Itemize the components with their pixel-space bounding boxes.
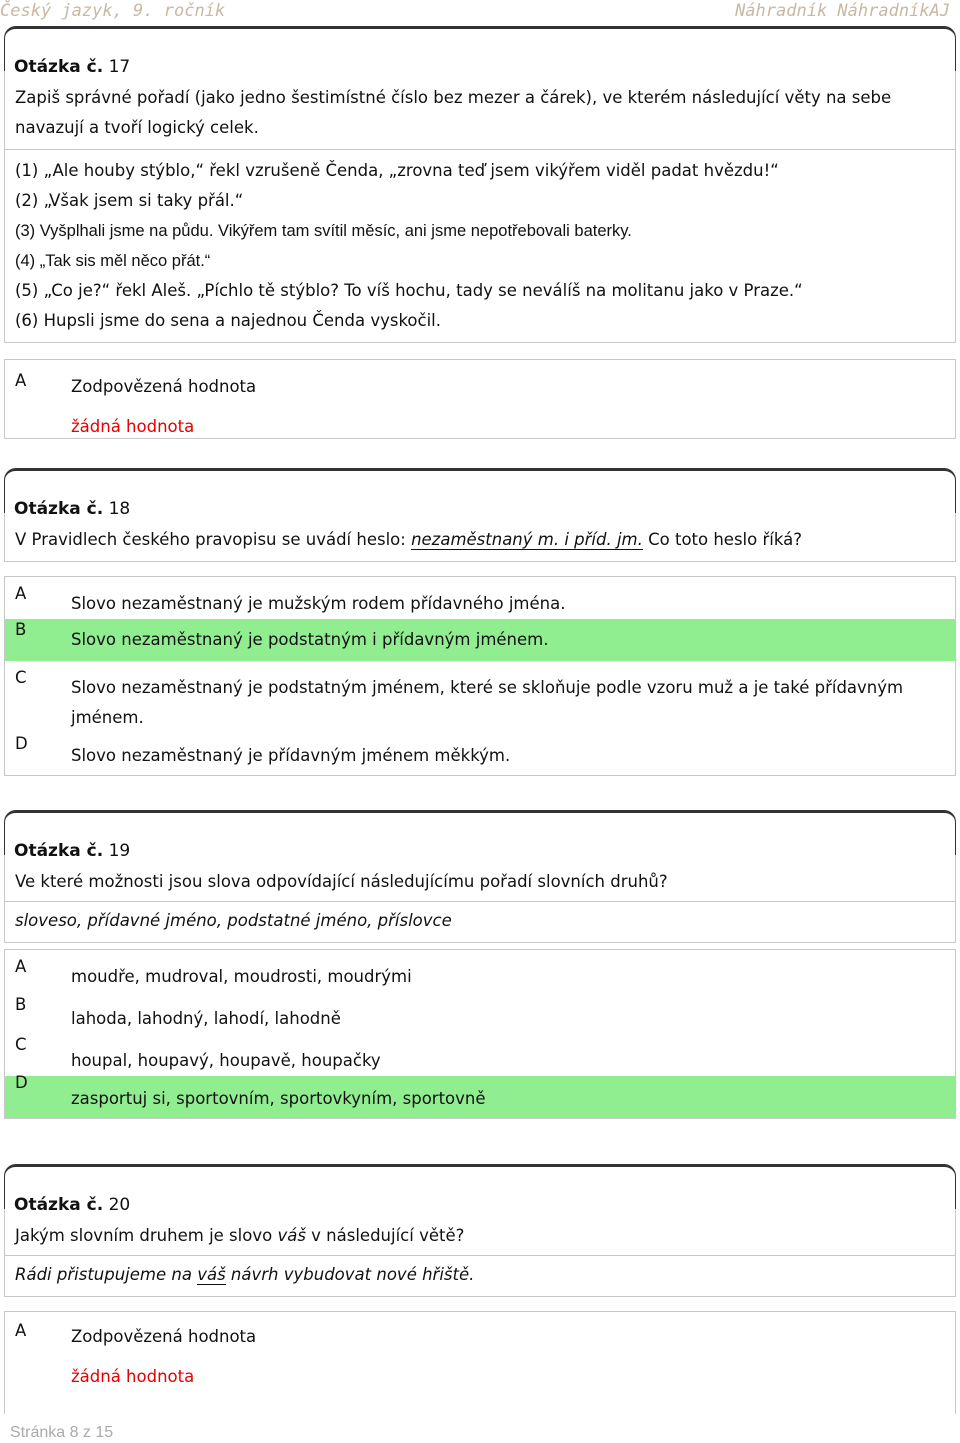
option-text: Slovo nezaměstnaný je mužským rodem přídavného jména. xyxy=(71,594,566,613)
option-text: Slovo nezaměstnaný je přídavným jménem měkkým. xyxy=(71,746,511,765)
option-letter: C xyxy=(15,668,27,687)
option-letter: A xyxy=(15,584,27,603)
header-author: Náhradník NáhradníkAJ xyxy=(735,1,950,21)
question-17 xyxy=(4,26,956,439)
question-title: Otázka č. 19 xyxy=(14,841,131,861)
answer-box xyxy=(4,1311,956,1414)
question-title: Otázka č. 18 xyxy=(14,499,131,519)
option-c[interactable] xyxy=(5,661,955,733)
sentence-word: váš xyxy=(197,1265,226,1284)
question-prompt xyxy=(4,855,956,902)
option-d[interactable] xyxy=(5,733,955,775)
sentence-2: (2) „Však jsem si taky přál.“ xyxy=(15,191,244,210)
answer-options xyxy=(4,576,956,776)
prompt-text-end: Co toto heslo říká? xyxy=(642,530,802,549)
option-a[interactable] xyxy=(5,950,955,992)
question-20 xyxy=(4,1164,956,1414)
sentence-1: (1) „Ale houby stýblo,“ řekl vzrušeně Čenda, „zrovna teď jsem vikýřem viděl padat hvězdu!“ xyxy=(15,161,779,180)
option-c[interactable] xyxy=(5,1034,955,1076)
question-header xyxy=(4,1164,956,1215)
question-prompt xyxy=(4,1209,956,1256)
option-text: moudře, mudroval, moudrosti, moudrými xyxy=(71,967,412,986)
answer-caption: Zodpovězená hodnota xyxy=(71,1327,257,1346)
option-b[interactable] xyxy=(5,992,955,1034)
answer-box xyxy=(4,359,956,439)
option-b[interactable] xyxy=(5,619,955,661)
prompt-term: nezaměstnaný m. i příd. jm. xyxy=(411,530,643,549)
question-title: Otázka č. 17 xyxy=(14,57,131,77)
answer-empty-value[interactable]: žádná hodnota xyxy=(71,1367,195,1386)
question-header xyxy=(4,468,956,519)
prompt-text: V Pravidlech českého pravopisu se uvádí heslo: xyxy=(15,530,412,549)
option-letter: D xyxy=(15,734,28,753)
instruction-text: Zapiš správné pořadí (jako jedno šestimístné číslo bez mezer a čárek), ve kterém následující věty na sebe navazují a tvoří logický celek. xyxy=(15,88,892,137)
question-title: Otázka č. 20 xyxy=(14,1195,131,1215)
option-letter: B xyxy=(15,620,27,639)
sentence-6: (6) Hupsli jsme do sena a najednou Čenda vyskočil. xyxy=(15,311,442,330)
option-text: lahoda, lahodný, lahodí, lahodně xyxy=(71,1009,341,1028)
prompt-text: Jakým slovním druhem je slovo xyxy=(15,1226,278,1245)
option-text: Slovo nezaměstnaný je podstatným i přídavným jménem. xyxy=(71,630,549,649)
prompt-text-end: v následující větě? xyxy=(305,1226,465,1245)
answer-letter: A xyxy=(15,371,27,390)
option-a[interactable] xyxy=(5,577,955,619)
option-text: Slovo nezaměstnaný je podstatným jménem, které se skloňuje podle vzoru muž a je také přídavným jménem. xyxy=(71,678,904,727)
sentence-4: (4) „Tak sis měl něco přát.“ xyxy=(15,252,211,270)
sentence-5: (5) „Co je?“ řekl Aleš. „Píchlo tě stýblo? To víš hochu, tady se neválíš na molitanu jako v Praze.“ xyxy=(15,281,803,300)
prompt-word: váš xyxy=(277,1226,306,1245)
sentence-text: Rádi přistupujeme na xyxy=(15,1265,198,1284)
answer-options xyxy=(4,949,956,1119)
question-18 xyxy=(4,468,956,776)
prompt-text: Ve které možnosti jsou slova odpovídající následujícímu pořadí slovních druhů? xyxy=(15,872,668,891)
answer-caption: Zodpovězená hodnota xyxy=(71,377,257,396)
question-19 xyxy=(4,810,956,1119)
answer-empty-value[interactable]: žádná hodnota xyxy=(71,417,195,436)
option-letter: D xyxy=(15,1073,28,1092)
sentence-text-end: návrh vybudovat nové hřiště. xyxy=(225,1265,475,1284)
option-text: zasportuj si, sportovním, sportovkyním, sportovně xyxy=(71,1089,486,1108)
question-header xyxy=(4,810,956,861)
question-sentence xyxy=(4,1256,956,1297)
page-header xyxy=(0,0,960,26)
sequence-text: sloveso, přídavné jméno, podstatné jméno, příslovce xyxy=(15,911,452,930)
question-prompt xyxy=(4,513,956,562)
option-text: houpal, houpavý, houpavě, houpačky xyxy=(71,1051,381,1070)
sentence-list xyxy=(4,150,956,343)
question-header xyxy=(4,26,956,77)
page-number: Stránka 8 z 15 xyxy=(10,1424,114,1441)
option-letter: A xyxy=(15,957,27,976)
answer-letter: A xyxy=(15,1321,27,1340)
option-letter: B xyxy=(15,995,27,1014)
sentence-3: (3) Vyšplhali jsme na půdu. Vikýřem tam svítil měsíc, ani jsme nepotřebovali baterky. xyxy=(15,222,632,240)
question-instruction xyxy=(4,71,956,150)
option-letter: C xyxy=(15,1035,27,1054)
option-d[interactable] xyxy=(5,1073,955,1118)
question-sequence xyxy=(4,902,956,943)
header-subject: Český jazyk, 9. ročník xyxy=(0,1,226,21)
